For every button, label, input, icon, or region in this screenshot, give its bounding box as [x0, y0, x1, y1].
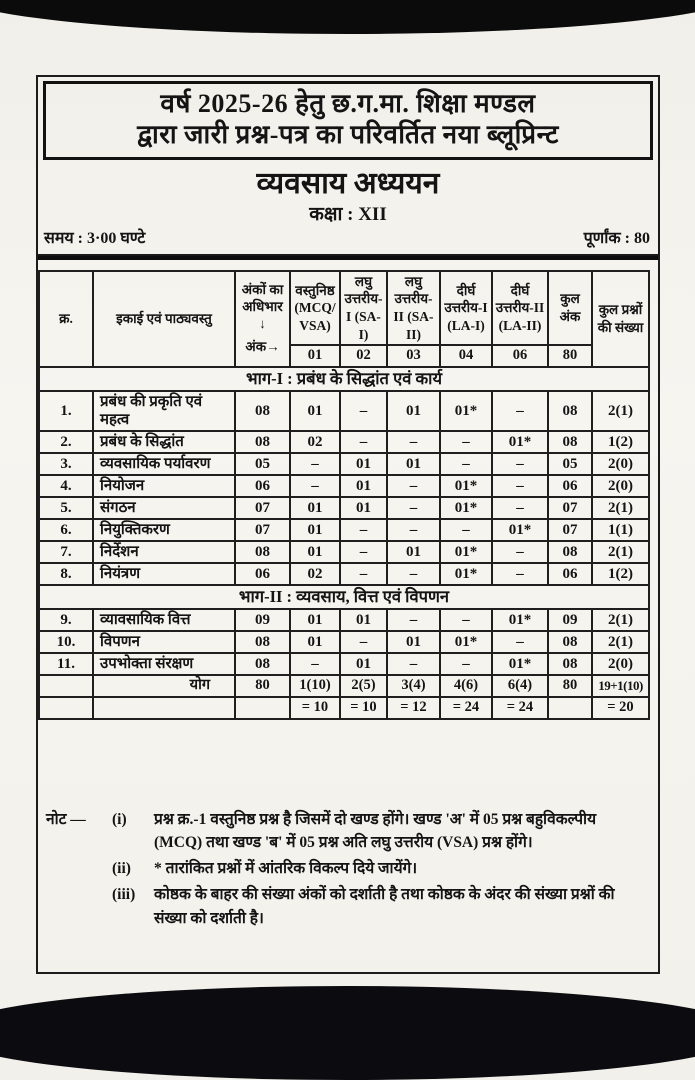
cell: 01*: [492, 653, 548, 675]
table-row: [39, 497, 649, 519]
cell: –: [387, 609, 440, 631]
cell: 01: [387, 391, 440, 431]
cell: 09: [235, 609, 290, 631]
cell: 08: [235, 653, 290, 675]
cell-unit: नियुक्तिकरण: [93, 519, 235, 541]
cell: 01*: [440, 541, 492, 563]
cell: –: [340, 541, 387, 563]
totals-row: [39, 675, 649, 697]
photo-shadow-bottom: [0, 986, 695, 1080]
cell: –: [340, 391, 387, 431]
cell-unit: प्रबंध के सिद्धांत: [93, 431, 235, 453]
cell: 07: [548, 497, 592, 519]
header-weightage-label: अंकों का अधिभार: [241, 281, 284, 314]
cell: 07: [235, 497, 290, 519]
cell: 01*: [440, 475, 492, 497]
cell: –: [387, 431, 440, 453]
section-label: भाग-II : व्यवसाय, वित्त एवं विपणन: [39, 585, 649, 609]
cell: 01: [340, 653, 387, 675]
cell: 08: [235, 431, 290, 453]
cell: 01*: [440, 563, 492, 585]
cell: –: [440, 453, 492, 475]
cell: –: [387, 519, 440, 541]
down-arrow-icon: ↓: [259, 315, 266, 331]
cell: 6(4): [492, 675, 548, 697]
cell: 2(1): [592, 631, 649, 653]
title-line-2: द्वारा जारी प्रश्न-पत्र का परिवर्तित नया ब्लूप्रिन्ट: [137, 119, 559, 149]
cell: 08: [548, 391, 592, 431]
cell: 05: [548, 453, 592, 475]
cell: –: [440, 653, 492, 675]
cell: 07: [235, 519, 290, 541]
cell: = 12: [387, 697, 440, 719]
cell-sno: 11.: [39, 653, 93, 675]
cell: [39, 697, 93, 719]
divider-double-line: [38, 254, 658, 260]
cell: 2(1): [592, 609, 649, 631]
cell: 1(1): [592, 519, 649, 541]
cell: 01*: [492, 609, 548, 631]
cell: 01: [340, 475, 387, 497]
cell: 02: [290, 431, 340, 453]
note-label: [46, 857, 104, 880]
header-unit: इकाई एवं पाठ्यवस्तु: [93, 271, 235, 367]
cell: 05: [235, 453, 290, 475]
cell: –: [387, 475, 440, 497]
cell-sno: 5.: [39, 497, 93, 519]
header-marks-mcq: 01: [290, 345, 340, 367]
cell: 01*: [440, 497, 492, 519]
cell: 08: [548, 653, 592, 675]
class-label: कक्षा : XII: [309, 204, 387, 226]
cell: 08: [235, 391, 290, 431]
cell: 2(1): [592, 391, 649, 431]
totals-label: योग: [93, 675, 235, 697]
cell: 06: [548, 563, 592, 585]
cell: 08: [235, 631, 290, 653]
cell: 01*: [492, 431, 548, 453]
totals-questions-row: [39, 697, 649, 719]
cell: 08: [235, 541, 290, 563]
time-label: समय : 3·00 घण्टे: [44, 230, 146, 248]
table-row: [39, 541, 649, 563]
cell: = 24: [440, 697, 492, 719]
table-row: [39, 391, 649, 431]
cell: [93, 697, 235, 719]
cell-sno: 1.: [39, 391, 93, 431]
cell: 08: [548, 631, 592, 653]
header-marks-la2: 06: [492, 345, 548, 367]
cell: 1(2): [592, 431, 649, 453]
cell: –: [290, 653, 340, 675]
table-row: [39, 431, 649, 453]
cell: 07: [548, 519, 592, 541]
cell-unit: व्यावसायिक वित्त: [93, 609, 235, 631]
header-marks-arrow: अंक→: [245, 339, 280, 355]
time-marks-row: [38, 227, 658, 252]
cell: –: [340, 431, 387, 453]
cell-sno: 8.: [39, 563, 93, 585]
cell: 06: [235, 475, 290, 497]
notes-block: [46, 808, 642, 930]
subject-title: व्यवसाय अध्ययन: [256, 167, 440, 201]
blueprint-table: [38, 270, 650, 720]
note-item-2: [46, 857, 642, 880]
note-text: कोष्ठक के बाहर की संख्या अंकों को दर्शाती है तथा कोष्ठक के अंदर की संख्या प्रश्नों की संख्या को दर्शाती है।: [154, 886, 615, 927]
cell: 01: [340, 497, 387, 519]
section-header-part2: [39, 585, 649, 609]
cell: 3(4): [387, 675, 440, 697]
cell: –: [492, 541, 548, 563]
cell: [548, 697, 592, 719]
cell: = 20: [592, 697, 649, 719]
cell-unit: प्रबंध की प्रकृति एवं महत्व: [93, 391, 235, 431]
cell: 80: [235, 675, 290, 697]
cell: 19+1(10): [592, 675, 649, 697]
cell-unit: नियोजन: [93, 475, 235, 497]
cell: 06: [235, 563, 290, 585]
cell: 1(10): [290, 675, 340, 697]
cell: 01: [290, 391, 340, 431]
table-row: [39, 653, 649, 675]
cell-sno: 6.: [39, 519, 93, 541]
header-type-sa2: लघु उत्तरीय-II (SA-II): [387, 271, 440, 345]
cell: = 24: [492, 697, 548, 719]
cell: 09: [548, 609, 592, 631]
cell: 01: [290, 541, 340, 563]
cell: –: [340, 563, 387, 585]
section-header-part1: [39, 367, 649, 391]
cell: –: [440, 431, 492, 453]
page-border-box: [36, 75, 660, 974]
blueprint-title-box: [43, 81, 653, 160]
cell-unit: निर्देशन: [93, 541, 235, 563]
cell: 01: [387, 631, 440, 653]
header-marks-la1: 04: [440, 345, 492, 367]
cell: 08: [548, 431, 592, 453]
table-row: [39, 519, 649, 541]
cell: 4(6): [440, 675, 492, 697]
table-row: [39, 563, 649, 585]
note-text: * तारांकित प्रश्नों में आंतरिक विकल्प दिये जायेंगे।: [154, 860, 418, 878]
cell: 01: [290, 609, 340, 631]
cell: = 10: [290, 697, 340, 719]
header-marks-sa1: 02: [340, 345, 387, 367]
header-type-la2: दीर्घ उत्तरीय-II (LA-II): [492, 271, 548, 345]
cell: –: [492, 475, 548, 497]
cell: 01: [340, 609, 387, 631]
note-item-3: [46, 883, 642, 930]
table-row: [39, 475, 649, 497]
cell: 01: [290, 631, 340, 653]
max-marks-label: पूर्णांक : 80: [583, 230, 650, 248]
cell: –: [440, 609, 492, 631]
cell: = 10: [340, 697, 387, 719]
cell-sno: 10.: [39, 631, 93, 653]
cell: 2(0): [592, 453, 649, 475]
cell: 01: [290, 519, 340, 541]
cell-sno: 7.: [39, 541, 93, 563]
table-row: [39, 631, 649, 653]
cell-sno: 4.: [39, 475, 93, 497]
header-type-mcq: वस्तुनिष्ठ (MCQ/ VSA): [290, 271, 340, 345]
header-total-marks-value: 80: [548, 345, 592, 367]
cell-sno: 9.: [39, 609, 93, 631]
cell: –: [340, 519, 387, 541]
note-label: [46, 883, 104, 930]
cell: –: [387, 653, 440, 675]
cell: –: [492, 563, 548, 585]
cell: –: [492, 497, 548, 519]
note-text: प्रश्न क्र.-1 वस्तुनिष्ठ प्रश्न है जिसमें दो खण्ड होंगे। खण्ड 'अ' में 05 प्रश्न बहुविकल्पीय (MCQ) तथा खण्ड 'ब' में 05 प्रश्न अति लघु उत्तरीय (VSA) प्रश्न होंगे।: [154, 810, 597, 851]
cell-unit: विपणन: [93, 631, 235, 653]
cell: 80: [548, 675, 592, 697]
note-number: (i): [112, 810, 127, 828]
cell: 2(1): [592, 541, 649, 563]
note-number: (ii): [112, 860, 131, 878]
table-row: [39, 453, 649, 475]
title-line-1: वर्ष 2025-26 हेतु छ.ग.मा. शिक्षा मण्डल: [160, 89, 536, 118]
header-sno: क्र.: [39, 271, 93, 367]
cell: –: [492, 453, 548, 475]
note-item-1: [46, 808, 642, 855]
cell: –: [340, 631, 387, 653]
cell: –: [440, 519, 492, 541]
cell: [39, 675, 93, 697]
cell: –: [290, 475, 340, 497]
note-number: (iii): [112, 886, 136, 904]
header-type-sa1: लघु उत्तरीय-I (SA-I): [340, 271, 387, 345]
cell: 01*: [440, 391, 492, 431]
header-total-marks: कुल अंक: [548, 271, 592, 345]
header-weightage: [235, 271, 290, 367]
photo-shadow-top: [0, 0, 695, 34]
cell: –: [492, 631, 548, 653]
cell: –: [290, 453, 340, 475]
cell: 1(2): [592, 563, 649, 585]
cell: 2(5): [340, 675, 387, 697]
cell-unit: संगठन: [93, 497, 235, 519]
cell: 01: [387, 453, 440, 475]
cell: [235, 697, 290, 719]
cell: 01*: [440, 631, 492, 653]
cell: 2(1): [592, 497, 649, 519]
cell: 01: [290, 497, 340, 519]
cell: 01: [340, 453, 387, 475]
cell-unit: उपभोक्ता संरक्षण: [93, 653, 235, 675]
cell: 01: [387, 541, 440, 563]
cell: 01*: [492, 519, 548, 541]
cell: 06: [548, 475, 592, 497]
cell: –: [387, 563, 440, 585]
cell: –: [492, 391, 548, 431]
header-marks-sa2: 03: [387, 345, 440, 367]
cell: –: [387, 497, 440, 519]
header-total-questions: कुल प्रश्नों की संख्या: [592, 271, 649, 367]
cell: 02: [290, 563, 340, 585]
cell: 2(0): [592, 653, 649, 675]
cell: 2(0): [592, 475, 649, 497]
cell-sno: 2.: [39, 431, 93, 453]
table-header-row-1: [39, 271, 649, 345]
cell: 08: [548, 541, 592, 563]
cell-sno: 3.: [39, 453, 93, 475]
note-label: नोट —: [46, 810, 86, 828]
cell-unit: नियंत्रण: [93, 563, 235, 585]
header-type-la1: दीर्घ उत्तरीय-I (LA-I): [440, 271, 492, 345]
section-label: भाग-I : प्रबंध के सिद्धांत एवं कार्य: [39, 367, 649, 391]
table-row: [39, 609, 649, 631]
cell-unit: व्यवसायिक पर्यावरण: [93, 453, 235, 475]
